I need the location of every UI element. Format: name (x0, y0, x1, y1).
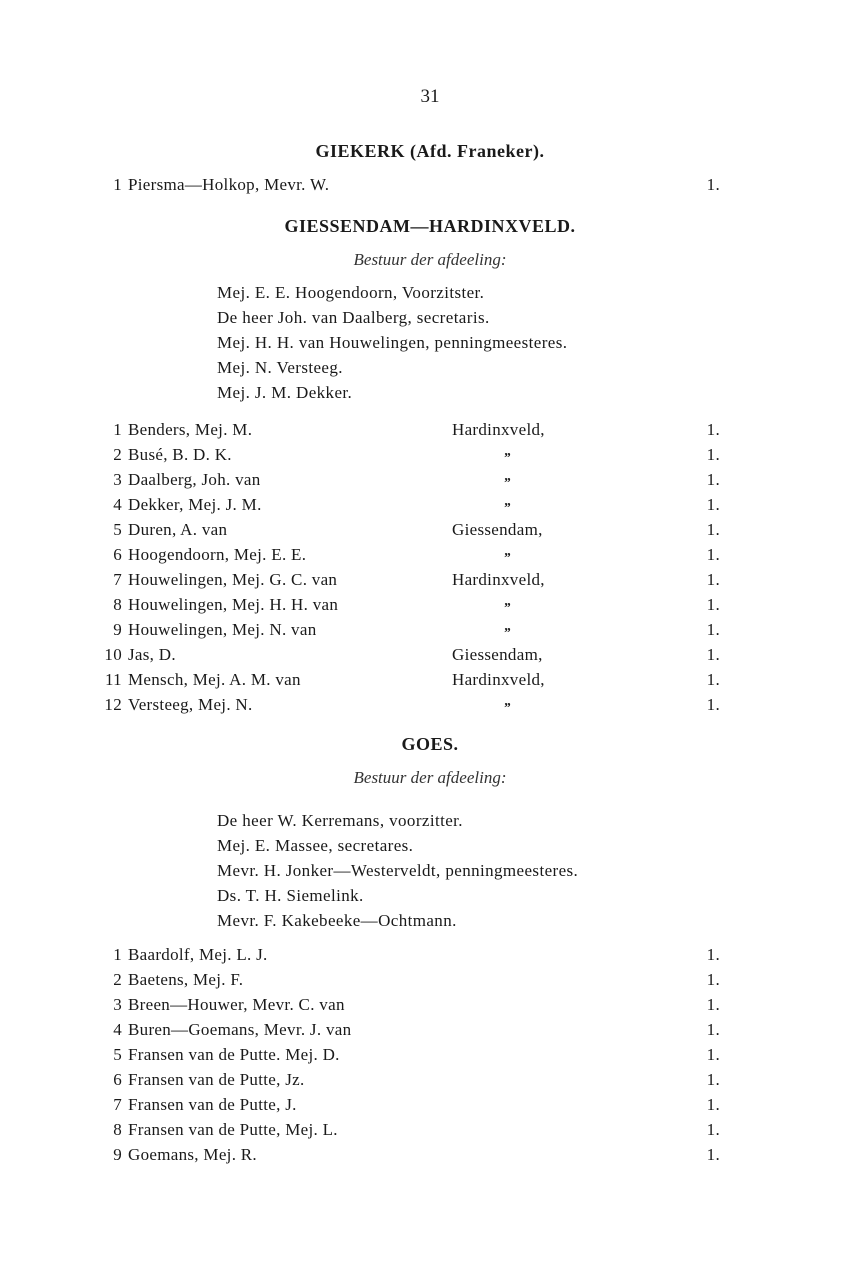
member-place: ” (503, 501, 511, 516)
member-number: 10 (104, 645, 122, 664)
member-amount: 1. (706, 545, 720, 564)
member-row (100, 692, 720, 717)
member-name: Piersma—Holkop, Mevr. W. (128, 175, 330, 194)
member-amount: 1. (706, 695, 720, 714)
board-member: Ds. T. H. Siemelink. (217, 886, 364, 905)
member-row (100, 542, 720, 567)
member-row (100, 667, 720, 692)
board-member: De heer W. Kerremans, voorzitter. (217, 811, 463, 830)
member-row (100, 1042, 720, 1067)
member-amount: 1. (706, 470, 720, 489)
member-row (100, 517, 720, 542)
board-member: Mevr. H. Jonker—Westerveldt, penningmeesteres. (217, 861, 579, 880)
member-amount: 1. (706, 520, 720, 539)
board-member: Mej. E. Massee, secretares. (217, 836, 414, 855)
member-row (100, 1092, 720, 1117)
board-member: De heer Joh. van Daalberg, secretaris. (217, 308, 490, 327)
section-heading-goes: GOES. (401, 734, 459, 754)
member-row (100, 592, 720, 617)
board-list-goes (217, 808, 578, 933)
member-number: 8 (113, 1120, 122, 1139)
member-name: Mensch, Mej. A. M. van (128, 670, 301, 689)
member-number: 8 (113, 595, 122, 614)
member-amount: 1. (706, 570, 720, 589)
member-name: Houwelingen, Mej. N. van (128, 620, 317, 639)
member-row (100, 967, 720, 992)
member-amount: 1. (706, 495, 720, 514)
member-name: Benders, Mej. M. (128, 420, 253, 439)
member-amount: 1. (706, 670, 720, 689)
member-number: 5 (113, 520, 122, 539)
member-name: Duren, A. van (128, 520, 228, 539)
member-number: 1 (113, 175, 122, 194)
section-heading-giekerk: GIEKERK (Afd. Franeker). (315, 141, 545, 161)
member-name: Fransen van de Putte, J. (128, 1095, 297, 1114)
member-number: 4 (113, 1020, 122, 1039)
member-name: Versteeg, Mej. N. (128, 695, 253, 714)
member-name: Jas, D. (128, 645, 176, 664)
board-title: Bestuur der afdeeling: (353, 768, 507, 787)
member-name: Dekker, Mej. J. M. (128, 495, 262, 514)
member-row (100, 942, 720, 967)
member-number: 6 (113, 545, 122, 564)
member-number: 12 (104, 695, 122, 714)
member-place: ” (503, 701, 511, 716)
member-name: Fransen van de Putte. Mej. D. (128, 1045, 340, 1064)
member-place: Hardinxveld, (452, 670, 545, 689)
member-number: 6 (113, 1070, 122, 1089)
member-row (100, 492, 720, 517)
member-row (100, 642, 720, 667)
member-place: ” (503, 626, 511, 641)
member-row (100, 467, 720, 492)
member-amount: 1. (706, 970, 720, 989)
member-row (100, 1142, 720, 1167)
member-amount: 1. (706, 445, 720, 464)
member-list-giekerk (100, 172, 720, 197)
member-name: Fransen van de Putte, Jz. (128, 1070, 305, 1089)
member-amount: 1. (706, 1045, 720, 1064)
member-name: Baetens, Mej. F. (128, 970, 244, 989)
member-name: Fransen van de Putte, Mej. L. (128, 1120, 338, 1139)
member-number: 4 (113, 495, 122, 514)
board-list-giessendam-hardinxveld (217, 280, 567, 405)
member-list-goes (100, 942, 720, 1167)
member-row (100, 1067, 720, 1092)
member-place: ” (503, 601, 511, 616)
member-amount: 1. (706, 420, 720, 439)
member-amount: 1. (706, 175, 720, 194)
member-number: 9 (113, 620, 122, 639)
board-member: Mej. E. E. Hoogendoorn, Voorzitster. (217, 283, 485, 302)
member-row (100, 1117, 720, 1142)
member-name: Hoogendoorn, Mej. E. E. (128, 545, 307, 564)
member-number: 11 (105, 670, 122, 689)
member-number: 1 (113, 420, 122, 439)
member-row (100, 1017, 720, 1042)
member-name: Busé, B. D. K. (128, 445, 232, 464)
member-row (100, 992, 720, 1017)
member-place: Giessendam, (452, 645, 543, 664)
member-amount: 1. (706, 1020, 720, 1039)
member-name: Buren—Goemans, Mevr. J. van (128, 1020, 352, 1039)
member-number: 2 (113, 970, 122, 989)
member-name: Breen—Houwer, Mevr. C. van (128, 995, 345, 1014)
member-amount: 1. (706, 1095, 720, 1114)
board-member: Mevr. F. Kakebeeke—Ochtmann. (217, 911, 457, 930)
member-row (100, 417, 720, 442)
member-number: 2 (113, 445, 122, 464)
member-place: Giessendam, (452, 520, 543, 539)
member-amount: 1. (706, 1120, 720, 1139)
member-number: 7 (113, 1095, 122, 1114)
member-row (100, 567, 720, 592)
member-list-giessendam-hardinxveld (100, 417, 720, 717)
board-title: Bestuur der afdeeling: (353, 250, 507, 269)
member-amount: 1. (706, 945, 720, 964)
member-amount: 1. (706, 595, 720, 614)
page-number: 31 (420, 86, 440, 107)
member-number: 5 (113, 1045, 122, 1064)
member-name: Houwelingen, Mej. H. H. van (128, 595, 339, 614)
member-name: Baardolf, Mej. L. J. (128, 945, 268, 964)
member-number: 3 (113, 995, 122, 1014)
member-place: ” (503, 451, 511, 466)
member-row (100, 442, 720, 467)
member-amount: 1. (706, 995, 720, 1014)
member-place: Hardinxveld, (452, 420, 545, 439)
member-number: 3 (113, 470, 122, 489)
member-place: ” (503, 476, 511, 491)
member-number: 1 (113, 945, 122, 964)
member-amount: 1. (706, 1145, 720, 1164)
member-place: ” (503, 551, 511, 566)
member-name: Goemans, Mej. R. (128, 1145, 257, 1164)
member-number: 9 (113, 1145, 122, 1164)
member-name: Daalberg, Joh. van (128, 470, 261, 489)
member-amount: 1. (706, 645, 720, 664)
member-amount: 1. (706, 620, 720, 639)
board-member: Mej. H. H. van Houwelingen, penningmeesteres. (217, 333, 568, 352)
board-member: Mej. N. Versteeg. (217, 358, 343, 377)
section-heading-giessendam-hardinxveld: GIESSENDAM—HARDINXVELD. (284, 216, 576, 236)
member-row (100, 172, 720, 197)
member-place: Hardinxveld, (452, 570, 545, 589)
board-member: Mej. J. M. Dekker. (217, 383, 353, 402)
member-row (100, 617, 720, 642)
member-amount: 1. (706, 1070, 720, 1089)
member-name: Houwelingen, Mej. G. C. van (128, 570, 338, 589)
member-number: 7 (113, 570, 122, 589)
